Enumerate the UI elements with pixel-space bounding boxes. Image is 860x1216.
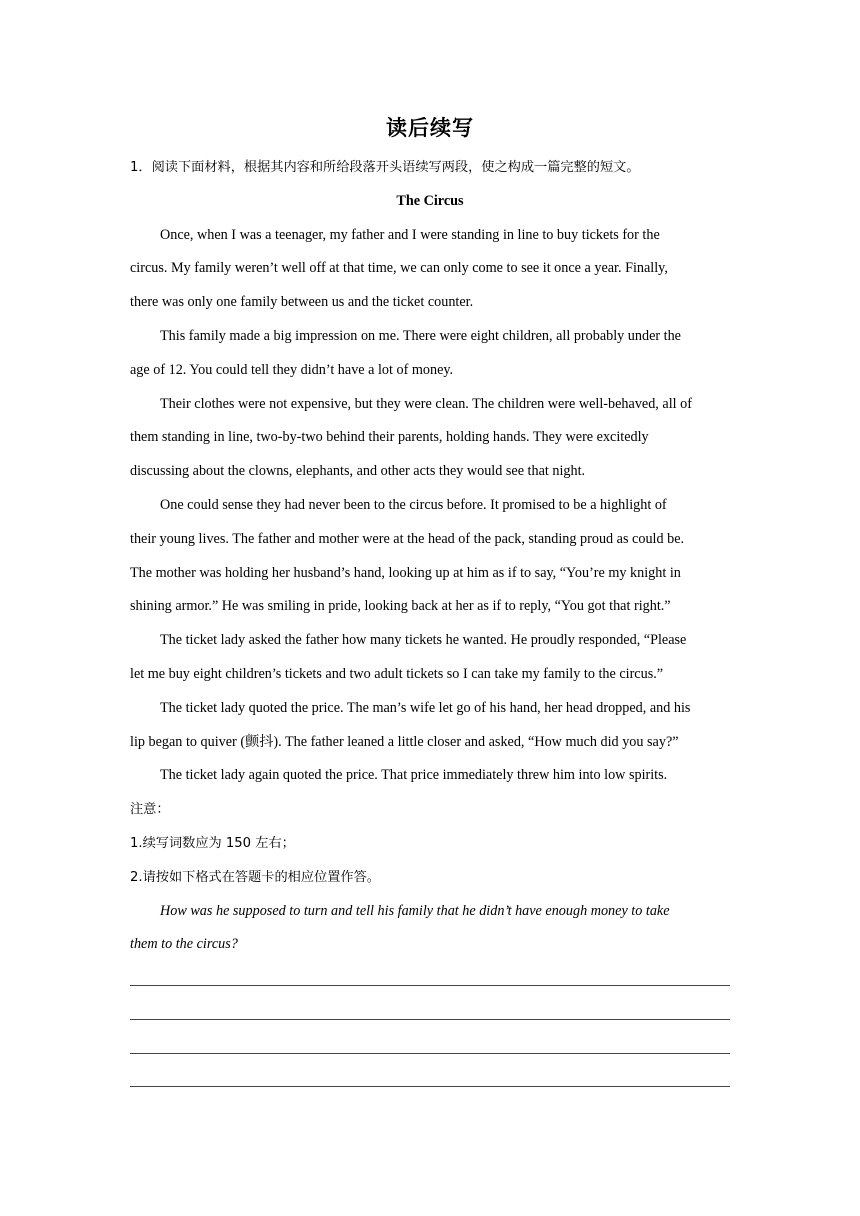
note-word-count: 1.续写词数应为 150 左右；: [130, 835, 295, 851]
continuation-prompt: How was he supposed to turn and tell his family that he didn’t have enough money to take: [160, 902, 670, 919]
story-line: This family made a big impression on me. There were eight children, all probably under the: [160, 327, 681, 344]
story-title: The Circus: [396, 192, 464, 209]
story-line: let me buy eight children’s tickets and two adult tickets so I can take my family to the circus.”: [130, 665, 664, 682]
note-answer-format: 2.请按如下格式在答题卡的相应位置作答。: [130, 869, 380, 885]
answer-line: [130, 986, 730, 1020]
story-line: lip began to quiver (颤抖). The father leaned a little closer and asked, “How much did you say?”: [130, 733, 679, 750]
story-line: there was only one family between us and the ticket counter.: [130, 294, 474, 311]
story-line: them standing in line, two-by-two behind their parents, holding hands. They were excitedly: [130, 429, 649, 446]
story-line: One could sense they had never been to the circus before. It promised to be a highlight of: [160, 496, 667, 513]
story-line: The ticket lady again quoted the price. That price immediately threw him into low spirits.: [160, 767, 668, 784]
story-line: age of 12. You could tell they didn’t have a lot of money.: [130, 361, 454, 378]
story-line: The ticket lady asked the father how many tickets he wanted. He proudly responded, “Please: [160, 632, 687, 649]
notes-heading: 注意：: [130, 802, 170, 818]
answer-lines: [130, 985, 730, 1087]
story-line: The ticket lady quoted the price. The man’s wife let go of his hand, her head dropped, and his: [160, 699, 691, 716]
page-title: 读后续写: [386, 116, 474, 140]
story-line: The mother was holding her husband’s hand, looking up at him as if to say, “You’re my knight in: [130, 564, 681, 581]
continuation-prompt: them to the circus?: [130, 936, 238, 953]
story-line: Their clothes were not expensive, but they were clean. The children were well-behaved, all of: [160, 395, 692, 412]
answer-line: [130, 1054, 730, 1088]
document-body: [130, 151, 730, 962]
instruction-text: 1．阅读下面材料，根据其内容和所给段落开头语续写两段，使之构成一篇完整的短文。: [130, 160, 640, 175]
story-line: Once, when I was a teenager, my father and I were standing in line to buy tickets for the: [160, 226, 660, 243]
story-line: discussing about the clowns, elephants, and other acts they would see that night.: [130, 463, 586, 480]
story-line: shining armor.” He was smiling in pride, looking back at her as if to reply, “You got that right.”: [130, 598, 671, 615]
story-line: their young lives. The father and mother were at the head of the pack, standing proud as could be.: [130, 530, 685, 547]
answer-line: [130, 1020, 730, 1054]
story-line: circus. My family weren’t well off at that time, we can only come to see it once a year. Finally,: [130, 260, 668, 277]
